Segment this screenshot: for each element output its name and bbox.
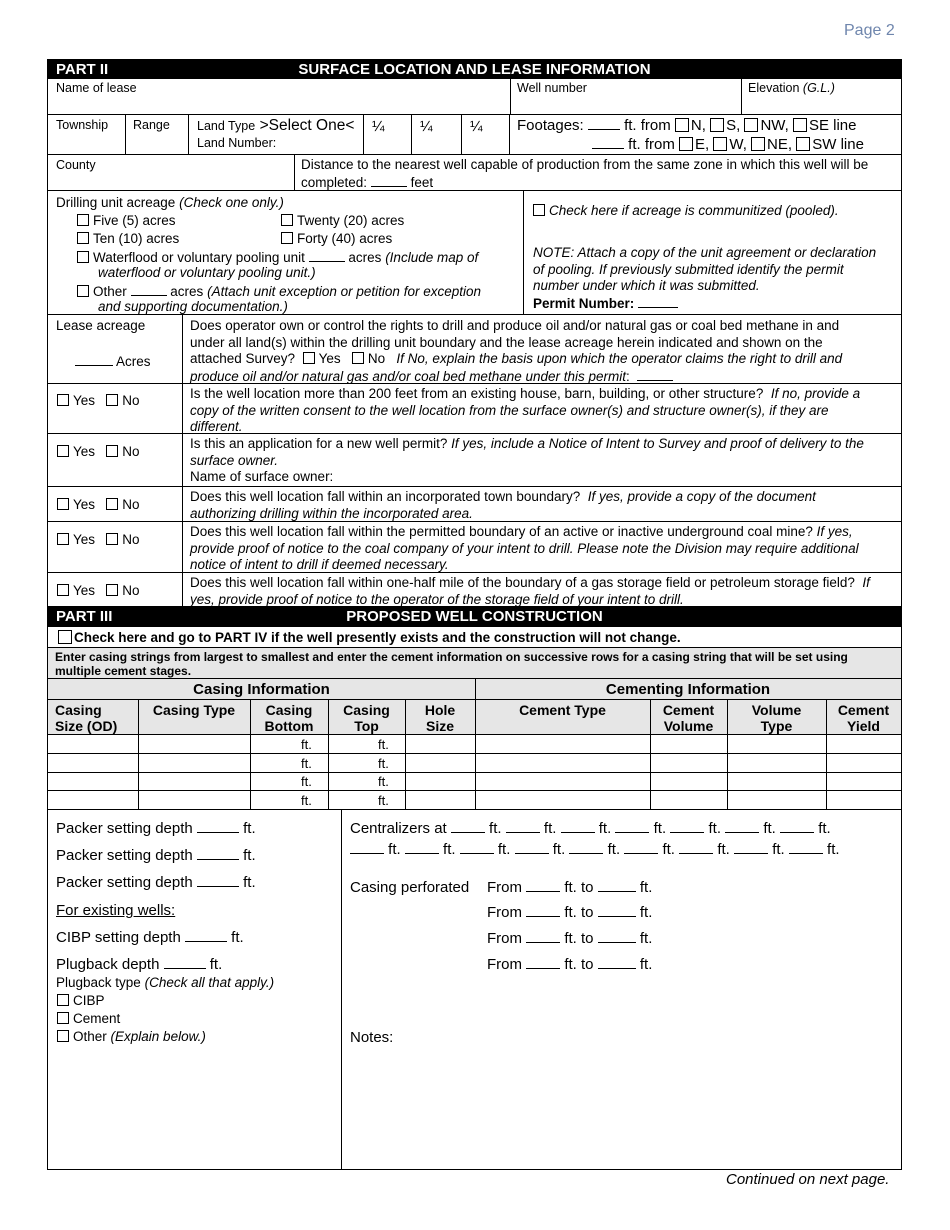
elevation-label: Elevation (G.L.) [748,81,835,95]
lease-yes-checkbox[interactable] [303,352,315,364]
check-part4-option[interactable]: Check here and go to PART IV if the well presently exists and the construction will not change. [58,630,681,647]
lease-question: Does operator own or control the rights to drill and produce oil and/or natural gas or coal bed methane in and under all land(s) within the drilling unit boundary and the lease acreage herein indicated and shown on the attached Survey? Yes No If No, explain the basis upon which the operator claims the right to drill and produce oil and/or natural gas and/or coal bed methane under this permit: [190,318,843,384]
dir-ne-checkbox[interactable] [751,137,765,151]
qtown-yes-no[interactable]: Yes No [57,497,140,514]
name-of-lease-label: Name of lease [56,81,137,95]
perforation-row: From ft. to ft. [487,879,653,896]
q200-text: Is the well location more than 200 feet from an existing house, barn, building, or other structure? If no, provide a copy of the written consent to the well location from the surface owner(s) and structure owner(s), if they are different. [190,386,861,434]
col-casing-size: Casing Size (OD) [55,702,118,734]
continued-label: Continued on next page. [726,1171,890,1188]
dir-e-checkbox[interactable] [679,137,693,151]
packer-depth-3: Packer setting depth ft. [56,874,256,891]
surface-owner-input[interactable] [340,470,900,485]
col-casing-type: Casing Type [152,702,236,718]
footage-1-input[interactable] [588,117,620,130]
part3-title: PROPOSED WELL CONSTRUCTION [346,608,603,625]
col-cement-volume: Cement Volume [662,702,715,734]
land-number-label: Land Number: [197,136,277,150]
unit-agreement-note: NOTE: Attach a copy of the unit agreement or declaration of pooling. If previously submitted identify the permit number under which it was submitted. [533,245,877,293]
waterflood-option[interactable]: Waterflood or voluntary pooling unit acres (Include map of [77,249,478,267]
packer-depth-2: Packer setting depth ft. [56,847,256,864]
casing-info-header: Casing Information [193,681,330,698]
existing-wells-label: For existing wells: [56,902,176,919]
q200-no-checkbox[interactable] [106,394,118,406]
land-type-label: Land Type >Select One< [197,117,355,134]
qtown-no-checkbox[interactable] [106,498,118,510]
table-row[interactable]: ft. ft. [301,774,389,789]
dir-w-checkbox[interactable] [713,137,727,151]
cibp-depth: CIBP setting depth ft. [56,929,244,946]
col-volume-type: Volume Type [751,702,802,734]
distance-text: Distance to the nearest well capable of production from the same zone in which this well will be completed: feet [301,157,869,190]
quarter-1[interactable]: ¼ [372,118,385,135]
plugback-type-label: Plugback type (Check all that apply.) [56,975,275,990]
name-of-lease-field[interactable] [48,80,510,113]
waterflood-note: waterflood or voluntary pooling unit.) [98,265,316,280]
perforation-row: From ft. to ft. [487,930,653,947]
centralizers-line-2: ft. ft. ft. ft. ft. ft. ft. ft. ft. [350,841,840,859]
lease-acreage-label: Lease acreage [56,318,146,333]
qnew-text: Is this an application for a new well permit? If yes, include a Notice of Intent to Survey and proof of delivery to the surface owner. Name of surface owner: [190,436,864,484]
well-number-field[interactable] [511,80,740,113]
dir-s-checkbox[interactable] [710,118,724,132]
qcoal-yes-no[interactable]: Yes No [57,532,140,549]
drilling-unit-label: Drilling unit acreage (Check one only.) [56,195,284,210]
packer-depth-1-input[interactable] [197,820,239,833]
footage-2-input[interactable] [592,136,624,149]
other-acres-note: and supporting documentation.) [98,299,288,314]
dir-sw-checkbox[interactable] [796,137,810,151]
qcoal-yes-checkbox[interactable] [57,533,69,545]
qgas-text: Does this well location fall within one-half mile of the boundary of a gas storage field or petroleum storage field? If yes, provide proof of notice to the operator of the storage field of your intent to drill. [190,575,870,607]
well-number-label: Well number [517,81,587,95]
centralizers-line-1: Centralizers at ft. ft. ft. ft. ft. ft. ft. [350,820,831,837]
cementing-info-header: Cementing Information [605,681,771,698]
plugback-cement-option[interactable]: Cement [57,1011,120,1028]
quarter-2[interactable]: ¼ [420,118,433,135]
part2-label: PART II [56,61,109,78]
perforation-row: From ft. to ft. [487,904,653,921]
casing-instructions: Enter casing strings from largest to smallest and enter the cement information on successive rows for a casing string that will be set using multiple cement stages. [55,650,848,678]
casing-perforated-label: Casing perforated [350,879,470,896]
lease-acres-label: Acres [75,353,151,371]
qnew-no-checkbox[interactable] [106,445,118,457]
plugback-depth-input[interactable] [164,956,206,969]
plugback-depth: Plugback depth ft. [56,956,223,973]
packer-depth-2-input[interactable] [197,847,239,860]
land-type-select[interactable]: >Select One< [259,117,355,134]
qcoal-no-checkbox[interactable] [106,533,118,545]
quarter-3[interactable]: ¼ [470,118,483,135]
dir-nw-checkbox[interactable] [744,118,758,132]
dir-se-checkbox[interactable] [793,118,807,132]
range-label: Range [133,118,170,132]
twenty-acres-option[interactable]: Twenty (20) acres [281,213,404,230]
table-row[interactable]: ft. ft. [301,737,389,752]
footages-line-2: ft. from E, W, NE, SW line [592,136,864,154]
footages-line-1: Footages: ft. from N, S, NW, SE line [517,117,857,134]
qgas-no-checkbox[interactable] [106,584,118,596]
elevation-field[interactable] [742,80,901,113]
packer-depth-1: Packer setting depth ft. [56,820,256,837]
communitized-option[interactable]: Check here if acreage is communitized (pooled). [533,203,839,220]
col-hole-size: Hole Size [424,702,456,734]
lease-explain-input[interactable] [637,368,673,381]
county-label: County [56,158,96,172]
perforation-row: From ft. to ft. [487,956,653,973]
qgas-yes-no[interactable]: Yes No [57,583,140,600]
col-casing-bottom: Casing Bottom [264,702,314,734]
cibp-depth-input[interactable] [185,929,227,942]
qtown-yes-checkbox[interactable] [57,498,69,510]
notes-label: Notes: [350,1029,394,1046]
distance-input[interactable] [371,174,407,187]
packer-depth-3-input[interactable] [197,874,239,887]
qnew-yes-checkbox[interactable] [57,445,69,457]
forty-acres-option[interactable]: Forty (40) acres [281,231,392,248]
part2-header [48,60,901,79]
five-acres-option[interactable]: Five (5) acres [77,213,176,230]
dir-n-checkbox[interactable] [675,118,689,132]
part2-title: SURFACE LOCATION AND LEASE INFORMATION [298,61,651,78]
other-acres-option[interactable]: Other acres (Attach unit exception or petition for exception [77,283,481,301]
plugback-cibp-option[interactable]: CIBP [57,993,105,1010]
col-cement-type: Cement Type [519,702,606,718]
col-cement-yield: Cement Yield [837,702,890,734]
lease-acres-input[interactable] [75,353,113,366]
township-label: Township [56,118,109,132]
table-row[interactable]: ft. ft. [301,793,389,808]
part3-label: PART III [56,608,113,625]
q200-yes-checkbox[interactable] [57,394,69,406]
qcoal-text: Does this well location fall within the permitted boundary of an active or inactive underground coal mine? If yes, provide proof of notice to the coal company of your intent to drill. Please note the Division may require additional notice of intent to drill if deemed necessary. [190,524,859,572]
page-number: Page 2 [844,22,895,39]
qtown-text: Does this well location fall within an incorporated town boundary? If yes, provide a copy of the document authorizing drilling within the incorporated area. [190,489,816,521]
plugback-explain-area[interactable] [50,1048,338,1166]
qnew-yes-no[interactable]: Yes No [57,444,140,461]
permit-number-input[interactable] [638,295,678,308]
part3-header [48,606,901,627]
ten-acres-option[interactable]: Ten (10) acres [77,231,179,248]
col-casing-top: Casing Top [343,702,390,734]
q200-yes-no[interactable]: Yes No [57,393,140,410]
qgas-yes-checkbox[interactable] [57,584,69,596]
lease-no-checkbox[interactable] [352,352,364,364]
plugback-other-option[interactable]: Other (Explain below.) [57,1029,206,1046]
table-row[interactable]: ft. ft. [301,756,389,771]
notes-area[interactable] [343,1048,899,1166]
permit-number-label: Permit Number: [533,295,678,313]
